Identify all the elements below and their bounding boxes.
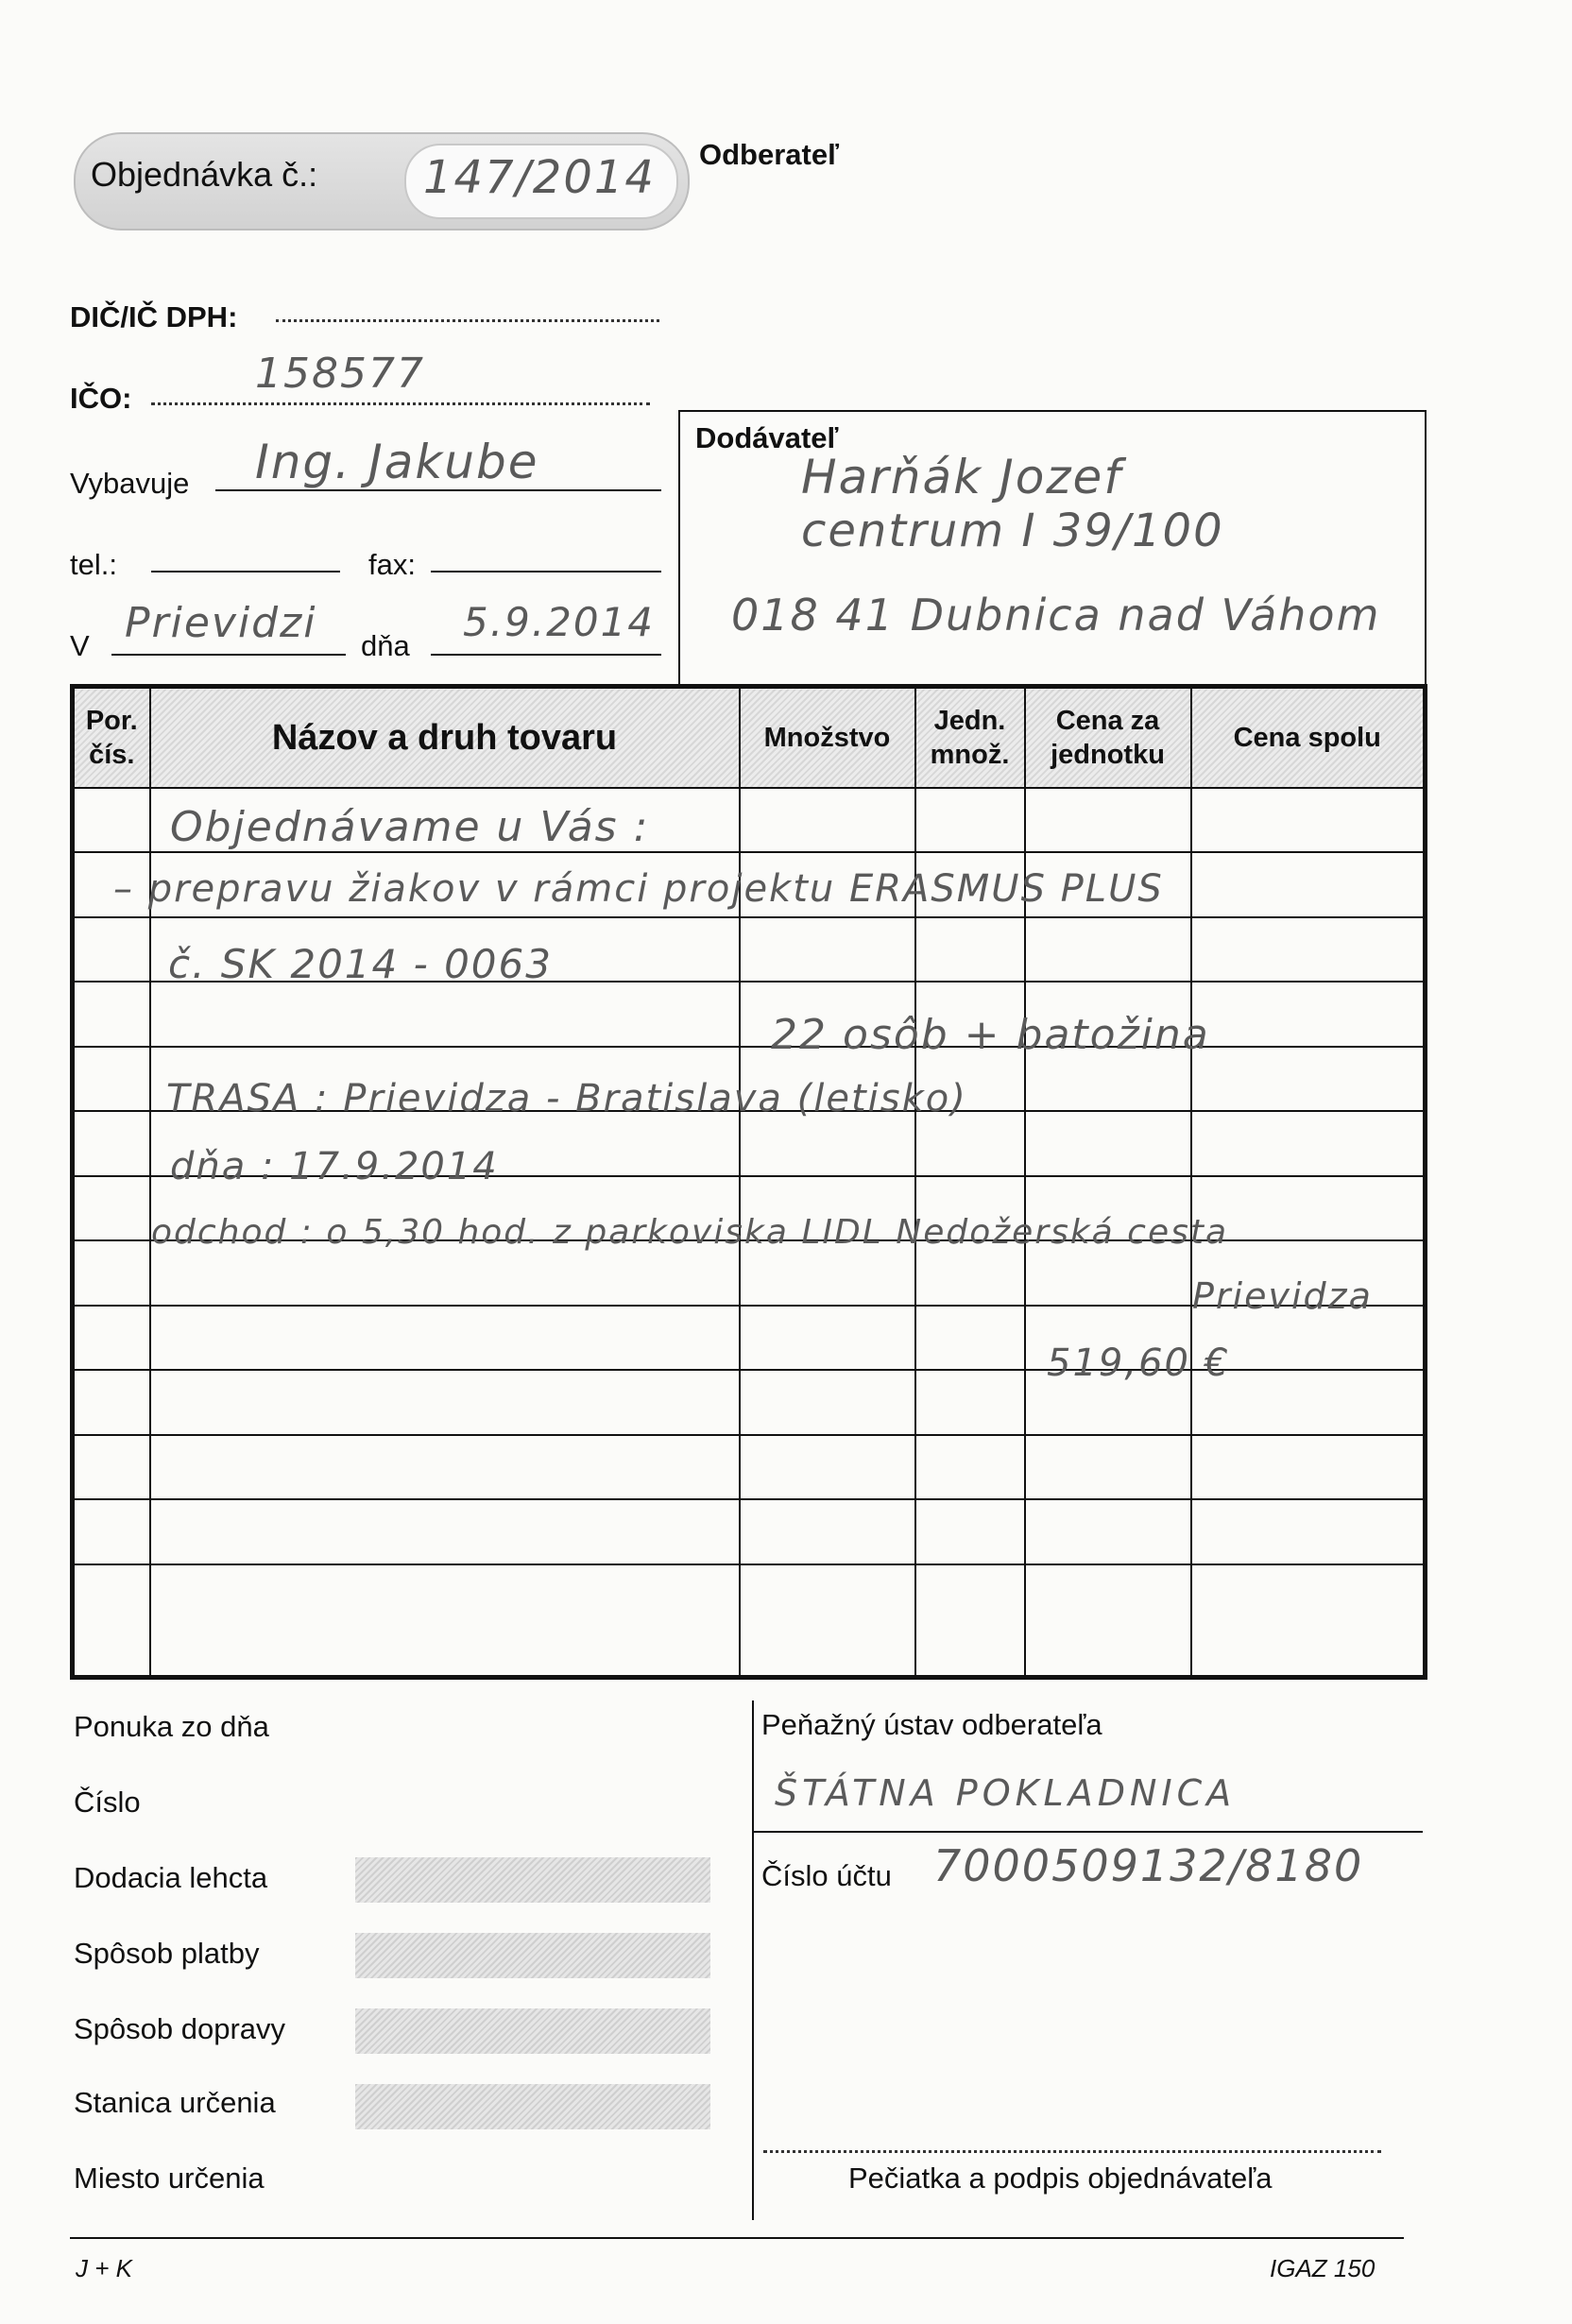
table-row bbox=[73, 1435, 1426, 1499]
offer-date-label: Ponuka zo dňa bbox=[74, 1710, 269, 1743]
item-line: č. SK 2014 - 0063 bbox=[168, 941, 553, 987]
destination-station-field bbox=[355, 2084, 710, 2129]
item-line: 22 osôb + batožina bbox=[771, 1011, 1210, 1059]
ico-dotline bbox=[151, 402, 650, 405]
place-value: Prievidzi bbox=[125, 599, 317, 647]
col-header-unit: Jedn. množ. bbox=[915, 687, 1025, 789]
delivery-term-label: Dodacia lehcta bbox=[74, 1861, 268, 1894]
payment-method-field bbox=[355, 1933, 710, 1978]
col-header-name: Názov a druh tovaru bbox=[150, 687, 740, 789]
payment-method-label: Spôsob platby bbox=[74, 1937, 260, 1970]
destination-place-label: Miesto určenia bbox=[74, 2162, 265, 2195]
account-value: 7000509132/8180 bbox=[933, 1840, 1364, 1891]
footer-divider bbox=[752, 1700, 754, 2220]
table-row bbox=[73, 982, 1426, 1046]
col-header-total: Cena spolu bbox=[1191, 687, 1426, 789]
dic-dotline bbox=[276, 319, 659, 322]
date-value: 5.9.2014 bbox=[463, 599, 656, 645]
handled-by-line bbox=[215, 489, 661, 491]
supplier-city: 018 41 Dubnica nad Váhom bbox=[731, 590, 1381, 641]
delivery-term-field bbox=[355, 1857, 710, 1903]
item-line: dňa : 17.9.2014 bbox=[170, 1145, 499, 1188]
date-line bbox=[431, 654, 661, 656]
fax-label: fax: bbox=[368, 548, 416, 581]
stamp-dotline bbox=[763, 2150, 1381, 2153]
number-label: Číslo bbox=[74, 1786, 141, 1819]
order-number-value: 147/2014 bbox=[423, 151, 656, 204]
handled-by-label: Vybavuje bbox=[70, 467, 190, 500]
item-line: – prepravu žiakov v rámci projektu ERASMUS PLUS bbox=[113, 867, 1164, 911]
order-label: Objednávka č.: bbox=[91, 155, 318, 194]
fax-line bbox=[431, 571, 661, 572]
dic-label: DIČ/IČ DPH: bbox=[70, 300, 238, 333]
ico-value: 158577 bbox=[255, 350, 425, 398]
col-header-no: Por. čís. bbox=[73, 687, 150, 789]
tel-line bbox=[151, 571, 340, 572]
col-header-qty: Množstvo bbox=[740, 687, 915, 789]
ico-label: IČO: bbox=[70, 382, 132, 415]
transport-method-label: Spôsob dopravy bbox=[74, 2012, 286, 2045]
bank-label: Peňažný ústav odberateľa bbox=[761, 1708, 1102, 1741]
item-line: Objednávame u Vás : bbox=[170, 803, 650, 851]
buyer-label: Odberateľ bbox=[699, 138, 840, 171]
bottom-rule bbox=[70, 2237, 1404, 2239]
item-line: Prievidza bbox=[1192, 1275, 1373, 1317]
item-line: TRASA : Prievidza - Bratislava (letisko) bbox=[166, 1077, 967, 1120]
transport-method-field bbox=[355, 2008, 710, 2054]
tel-label: tel.: bbox=[70, 548, 117, 581]
table-row bbox=[73, 1564, 1426, 1678]
place-line bbox=[111, 654, 346, 656]
table-row bbox=[73, 1499, 1426, 1564]
form-publisher: J + K bbox=[76, 2254, 132, 2282]
item-line: odchod : o 5,30 hod. z parkoviska LIDL Nedožerská cesta bbox=[151, 1213, 1229, 1252]
col-header-unit-price: Cena za jednotku bbox=[1025, 687, 1191, 789]
supplier-name: Harňák Jozef bbox=[801, 450, 1122, 504]
destination-station-label: Stanica určenia bbox=[74, 2086, 276, 2119]
handled-by-value: Ing. Jakube bbox=[255, 435, 539, 489]
bank-value: ŠTÁTNA POKLADNICA bbox=[775, 1772, 1237, 1814]
item-total: 519,60 € bbox=[1047, 1341, 1231, 1385]
place-label: V bbox=[70, 629, 90, 662]
bank-separator bbox=[752, 1831, 1423, 1833]
date-label: dňa bbox=[361, 629, 410, 662]
supplier-label: Dodávateľ bbox=[695, 421, 839, 454]
form-code: IGAZ 150 bbox=[1270, 2254, 1376, 2282]
stamp-label: Pečiatka a podpis objednávateľa bbox=[848, 2162, 1273, 2195]
supplier-street: centrum I 39/100 bbox=[801, 504, 1224, 557]
account-label: Číslo účtu bbox=[761, 1859, 892, 1892]
